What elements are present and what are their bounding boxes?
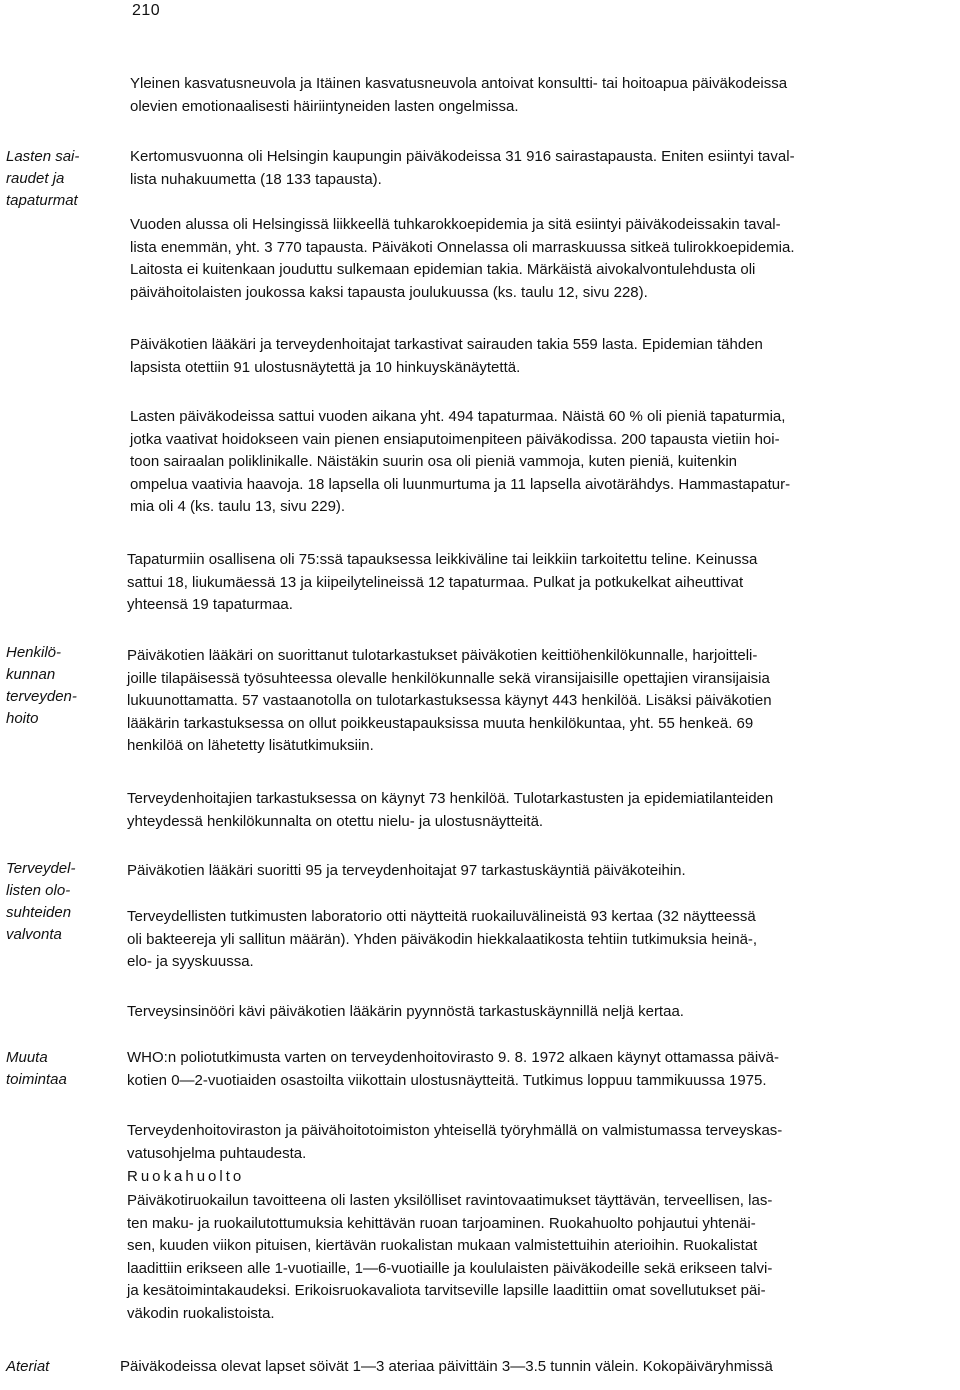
sidebar-line: tapaturmat — [6, 192, 78, 209]
text-line: Terveydenhoitoviraston ja päivähoitotoimiston yhteisellä työryhmällä on valmistumassa terveyskas- — [127, 1122, 783, 1139]
page-number: 210 — [132, 2, 161, 19]
text-line: oli bakteereja yli sallitun määrän). Yhden päiväkodin hiekkalaatikosta tehtiin tutkimuksia heinä-, — [127, 930, 758, 948]
text-line: vatusohjelma puhtaudesta. — [127, 1144, 307, 1162]
text-line: Tapaturmiin osallisena oli 75:ssä tapauksessa leikkiväline tai leikkiin tarkoitettu teline. Keinussa — [127, 551, 758, 568]
paragraph-tapaturmat — [130, 406, 956, 519]
sidebar-line: toimintaa — [6, 1071, 67, 1088]
text-line: Terveydellisten tutkimusten laboratorio otti näytteitä ruokailuvälineistä 93 kertaa (32 näytteessä — [127, 908, 756, 925]
sidebar-line: listen olo- — [6, 882, 71, 899]
text-line: lista enemmän, yht. 3 770 tapausta. Päiväkoti Onnelassa oli marraskuussa sitkeä tulirokkoepidemia. — [130, 238, 795, 256]
paragraph-sairastapaukset — [130, 146, 956, 191]
sidebar-label-ateriat — [6, 1356, 118, 1378]
text-line: ompelua vaativia haavoja. 18 lapsella oli luunmurtuma ja 11 lapsella aivotärähdys. Hammastapatur- — [130, 475, 791, 493]
text-line: lista nuhakuumetta (18 133 tapausta). — [130, 170, 382, 188]
sidebar-line: raudet ja — [6, 170, 65, 187]
text-line: Lasten päiväkodeissa sattui vuoden aikana yht. 494 tapaturmaa. Näistä 60 % oli pieniä tapaturmia, — [130, 408, 786, 425]
paragraph-polio — [127, 1047, 956, 1092]
text-line: sen, kuuden viikon pituisen, kiertävän ruokalistan mukaan valmistettuihin aterioihin. Ruokalistat — [127, 1237, 758, 1254]
text-line: yhteensä 19 tapaturmaa. — [127, 596, 293, 613]
text-line: Vuoden alussa oli Helsingissä liikkeellä tuhkarokkoepidemia ja sitä esiintyi päiväkodeissakin taval- — [130, 216, 781, 233]
text-line: toon sairaalan poliklinikalle. Näistäkin suurin osa oli pieniä vammoja, kuten pieniä, kuitenkin — [130, 453, 738, 470]
text-line: Terveydenhoitajien tarkastuksessa on käynyt 73 henkilöä. Tulotarkastusten ja epidemiatilanteiden — [127, 790, 774, 807]
sidebar-line: kunnan — [6, 666, 56, 683]
text-line: olevien emotionaalisesti häiriintyneiden lasten ongelmissa. — [130, 97, 519, 115]
text-line: Päiväkodeissa olevat lapset söivät 1—3 ateriaa päivittäin 3—3.5 tunnin välein. Kokopäiväryhmissä — [120, 1358, 773, 1375]
sidebar-line: valvonta — [6, 926, 62, 943]
sidebar-label-sairaudet — [6, 146, 118, 212]
text-line: henkilöä on lähetetty lisätutkimuksiin. — [127, 737, 374, 754]
text-line: yhteydessä henkilökunnalta on otettu nielu- ja ulostusnäytteitä. — [127, 812, 544, 830]
text-line: lukuunottamatta. 57 vastaanotolla on tulotarkastuksessa käynyt 443 henkilöä. Lisäksi päiväkotien — [127, 692, 772, 709]
paragraph-leikkivalineet — [127, 549, 956, 617]
sidebar-line: Lasten sai- — [6, 148, 80, 165]
sidebar-line: suhteiden — [6, 904, 72, 921]
paragraph-tyoryhma — [127, 1120, 956, 1165]
sidebar-line: Muuta — [6, 1049, 48, 1066]
text-line: jotka vaativat hoidokseen vain pienen ensiaputoimenpiteen päiväkodissa. 200 tapausta vietiin hoi- — [130, 430, 780, 448]
text-line: lääkärin tarkastuksessa on ollut poikkeustapauksissa muuta henkilökuntaa, yht. 55 henkeä. 69 — [127, 714, 754, 732]
paragraph-ruokahuolto — [127, 1190, 956, 1325]
text-line: WHO:n poliotutkimusta varten on terveydenhoitovirasto 9. 8. 1972 alkaen käynyt ottamassa päivä- — [127, 1049, 780, 1066]
text-line: laadittiin erikseen alle 1-vuotiaille, 1—6-vuotiaille ja koululaisten päiväkodeille sekä erikseen talvi- — [127, 1259, 773, 1277]
paragraph-laboratorio — [127, 906, 956, 974]
paragraph-kasvatusneuvola — [130, 73, 956, 118]
text-line: väkodin ruokalistoista. — [127, 1304, 275, 1322]
text-line: elo- ja syyskuussa. — [127, 953, 254, 970]
paragraph-terveysinsinoori — [127, 1001, 956, 1024]
text-line: Päiväkotien lääkäri on suorittanut tulotarkastukset päiväkotien keittiöhenkilökunnalle, harjoitteli- — [127, 647, 758, 664]
text-line: Päiväkotien lääkäri ja terveydenhoitajat tarkastivat sairauden takia 559 lasta. Epidemian tähden — [130, 336, 763, 353]
sidebar-line: Terveydel- — [6, 860, 76, 877]
paragraph-tuhkarokko — [130, 214, 956, 304]
text-line: Yleinen kasvatusneuvola ja Itäinen kasvatusneuvola antoivat konsultti- tai hoitoapua päiväkodeissa — [130, 75, 788, 92]
text-line: ten maku- ja ruokailutottumuksia kehittävän ruoan tarjoaminen. Ruokahuolto pohjautui yhtenäi- — [127, 1214, 756, 1232]
text-line: sattui 18, liukumäessä 13 ja kiipeilytelineissä 12 tapaturmaa. Pulkat ja potkukelkat aiheuttivat — [127, 573, 744, 591]
paragraph-ateriat — [120, 1356, 956, 1379]
text-line: Kertomusvuonna oli Helsingin kaupungin päiväkodeissa 31 916 sairastapausta. Eniten esiintyi taval- — [130, 148, 795, 165]
text-line: Päiväkotiruokailun tavoitteena oli lasten yksilölliset ravintovaatimukset täyttävän, terveellisen, las- — [127, 1192, 773, 1209]
text-line: ja kesätoimintakaudeksi. Erikoisruokavaliota tarvitseville lapsille laadittiin omat sovellutukset päi- — [127, 1282, 766, 1299]
paragraph-tarkastuskaynnit — [127, 860, 956, 883]
sidebar-label-valvonta — [6, 858, 118, 946]
text-line: mia oli 4 (ks. taulu 13, sivu 229). — [130, 498, 346, 515]
paragraph-tulotarkastukset — [127, 645, 956, 758]
sidebar-line: Ateriat — [6, 1358, 50, 1375]
text-line: kotien 0—2-vuotiaiden osastoilta viikottain ulostusnäytteitä. Tutkimus loppuu tammikuussa 1975. — [127, 1071, 767, 1089]
text-line: Laitosta ei kuitenkaan jouduttu sulkemaan epidemian takia. Märkäistä aivokalvontulehdusta oli — [130, 261, 756, 278]
text-line: päivähoitolaisten joukossa kaksi tapausta joulukuussa (ks. taulu 12, sivu 228). — [130, 283, 648, 301]
sidebar-line: terveyden- — [6, 688, 77, 705]
sidebar-label-terveydenhoito — [6, 642, 118, 730]
paragraph-laakari-tarkastus — [130, 334, 956, 379]
section-heading-ruokahuolto: Ruokahuolto — [127, 1168, 245, 1185]
text-line: Terveysinsinööri kävi päiväkotien lääkärin pyynnöstä tarkastuskäynnillä neljä kertaa. — [127, 1003, 684, 1020]
sidebar-label-muuta — [6, 1047, 118, 1091]
text-line: joille tilapäisessä työsuhteessa olevalle henkilökunnalle sekä viransijaisille opettajien viransijaisia — [127, 669, 770, 687]
text-line: lapsista otettiin 91 ulostusnäytettä ja 10 hinkuyskänäytettä. — [130, 358, 521, 376]
sidebar-line: Henkilö- — [6, 644, 62, 661]
sidebar-line: hoito — [6, 710, 39, 727]
paragraph-terveydenhoitajat — [127, 788, 956, 833]
text-line: Päiväkotien lääkäri suoritti 95 ja terveydenhoitajat 97 tarkastuskäyntiä päiväkoteihin. — [127, 862, 686, 879]
